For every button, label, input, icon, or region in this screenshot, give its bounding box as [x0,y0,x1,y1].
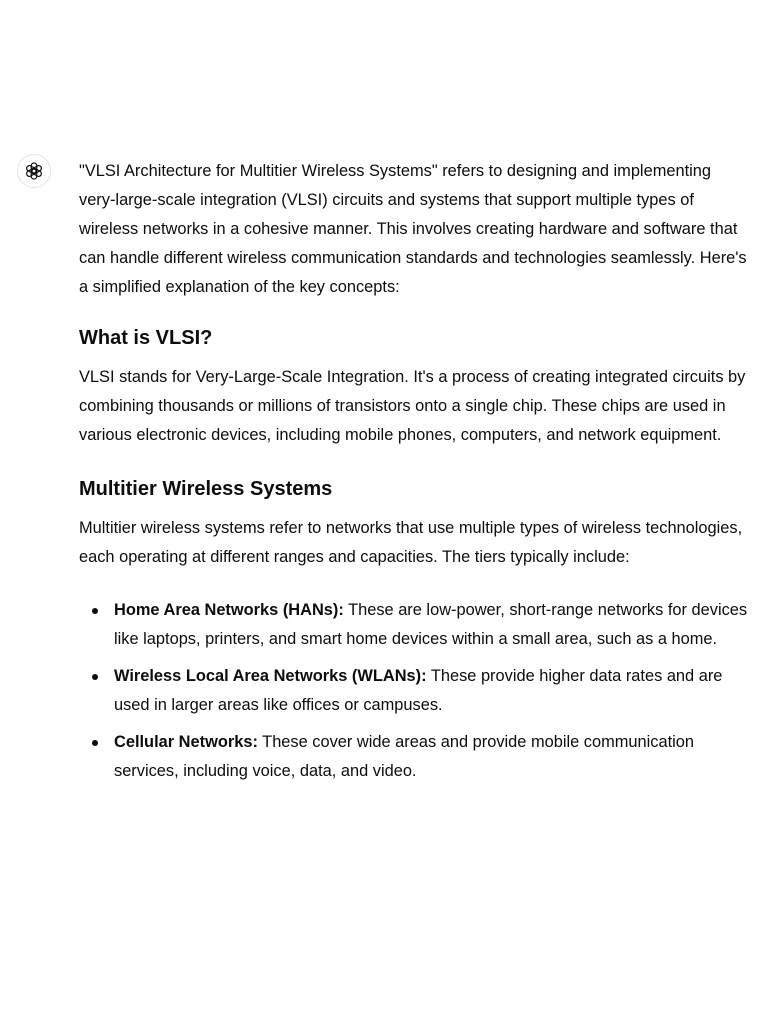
section-body-multitier: Multitier wireless systems refer to networks that use multiple types of wireless technologies, each operating at different ranges and capacities. The tiers typically include: [79,519,743,566]
list-item-term: Wireless Local Area Networks (WLANs): [114,667,427,685]
bullet-icon [92,674,98,680]
list-item-text: These are low-power, short-range networks for devices like laptops, printers, and smart home devices within a small area, such as a home. [114,601,748,648]
list-item [79,728,751,786]
section-body-vlsi: VLSI stands for Very-Large-Scale Integration. It's a process of creating integrated circuits by combining thousands or millions of transistors onto a single chip. These chips are used in various electronic devices, including mobile phones, computers, and network equipment. [79,368,746,444]
bullet-icon [92,740,98,746]
assistant-avatar [17,154,51,188]
list-item-text: These cover wide areas and provide mobile communication services, including voice, data, and video. [114,733,695,780]
intro-paragraph: "VLSI Architecture for Multitier Wireless Systems" refers to designing and implementing very-large-scale integration (VLSI) circuits and systems that support multiple types of wireless networks in a cohesive manner. This involves creating hardware and software that can handle different wireless communication standards and technologies seamlessly. Here's a simplified explanation of the key concepts: [79,162,747,296]
list-item [79,596,751,654]
tier-list [79,596,751,786]
assistant-message [0,152,768,872]
bullet-icon [92,608,98,614]
openai-logo-icon [23,160,45,182]
section-heading-vlsi: What is VLSI? [79,327,213,349]
message-content [79,152,751,794]
list-item-term: Cellular Networks: [114,733,258,751]
section-heading-multitier: Multitier Wireless Systems [79,478,333,500]
list-item-text: These provide higher data rates and are used in larger areas like offices or campuses. [114,667,723,714]
list-item-term: Home Area Networks (HANs): [114,601,344,619]
list-item [79,662,751,720]
